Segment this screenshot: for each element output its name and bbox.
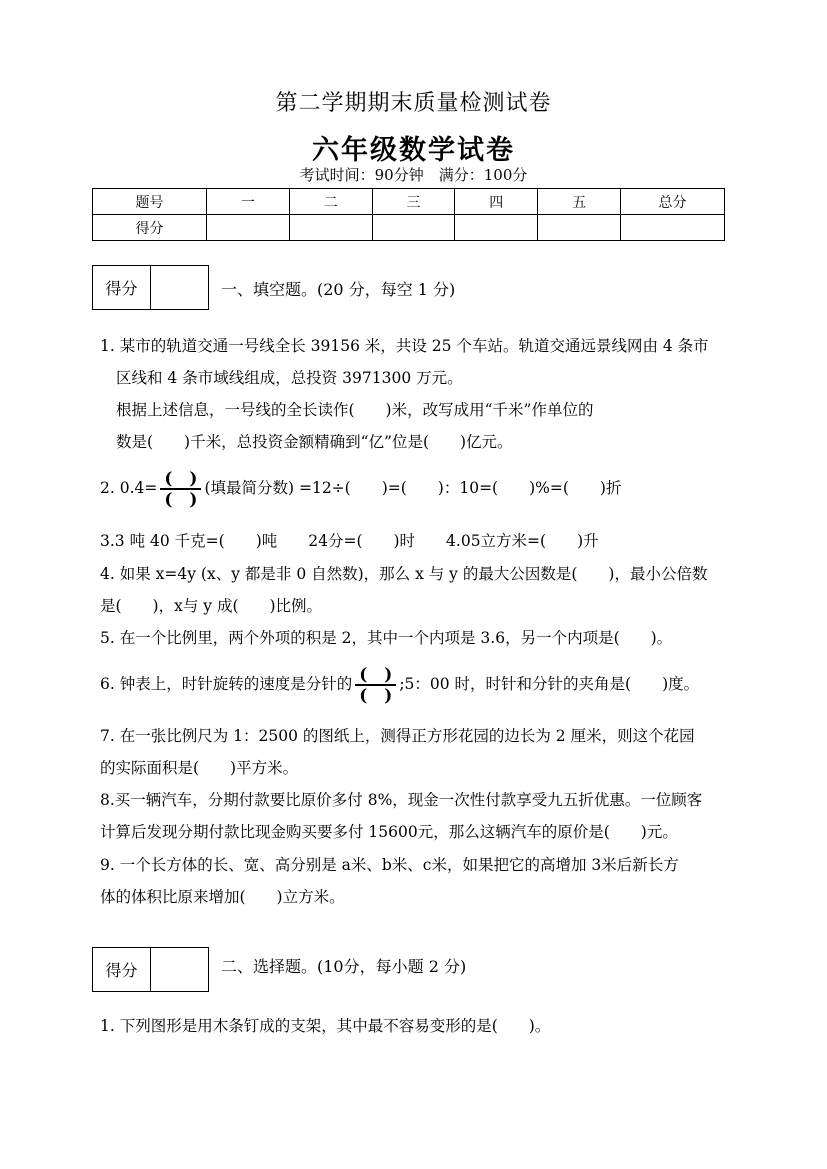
exam-title: 第二学期期末质量检测试卷 <box>275 91 552 116</box>
fraction-numerator: ( ) <box>355 667 396 686</box>
question-9-line-2: 体的体积比原来增加( )立方米。 <box>100 888 345 906</box>
question-4-line-1: 4. 如果 x=4y (x、y 都是非 0 自然数)，那么 x 与 y 的最大公因数是( )，最小公倍数 <box>100 565 708 583</box>
section1-score-box <box>92 265 209 310</box>
question-1-line-1: 1. 某市的轨道交通一号线全长 39156 米，共设 25 个车站。轨道交通远景线网由 4 条市 <box>100 337 709 355</box>
question-1-line-2: 区线和 4 条市域线组成，总投资 3971300 万元。 <box>116 369 463 387</box>
section2-question-1: 1. 下列图形是用木条钉成的支架，其中最不容易变形的是( )。 <box>100 1017 551 1035</box>
section2-score-box <box>92 947 209 992</box>
score-table-cell: 得分 <box>93 215 207 241</box>
score-table-blank-cell <box>372 215 455 241</box>
section2-heading: 二、选择题。(10分，每小题 2 分) <box>221 957 467 976</box>
question-7-line-2: 的实际面积是( )平方米。 <box>100 759 299 777</box>
section2-score-blank <box>151 948 208 991</box>
question-2-fraction <box>160 468 201 510</box>
score-table-cell: 一 <box>207 189 290 215</box>
question-2 <box>100 470 621 508</box>
question-9-line-1: 9. 一个长方体的长、宽、高分别是 a米、b米、c米，如果把它的高增加 3米后新长方 <box>100 856 679 874</box>
question-2-suffix: (填最简分数) =12÷( )=( )：10=( )%=( )折 <box>204 479 622 497</box>
exam-subtitle: 六年级数学试卷 <box>312 135 515 166</box>
score-table-blank-cell <box>455 215 538 241</box>
section1-score-label: 得分 <box>93 266 151 309</box>
question-6-prefix: 6. 钟表上，时针旋转的速度是分针的 <box>100 675 353 693</box>
score-table-blank-cell <box>289 215 372 241</box>
question-6-suffix: ;5：00 时，时针和分针的夹角是( )度。 <box>399 675 700 693</box>
score-table <box>92 188 725 241</box>
question-1-line-3: 根据上述信息，一号线的全长读作( )米，改写成用“千米”作单位的 <box>116 401 594 419</box>
score-table-blank-cell <box>621 215 725 241</box>
question-7-line-1: 7. 在一张比例尺为 1：2500 的图纸上，测得正方形花园的边长为 2 厘米，则这个花园 <box>100 727 695 745</box>
score-table-cell: 二 <box>289 189 372 215</box>
question-1-line-4: 数是( )千米，总投资金额精确到“亿”位是( )亿元。 <box>116 433 513 451</box>
question-8-line-2: 计算后发现分期付款比现金购买要多付 15600元，那么这辆汽车的原价是( )元。 <box>100 823 678 841</box>
score-table-cell: 题号 <box>93 189 207 215</box>
exam-info: 考试时间：90分钟 满分：100分 <box>299 166 528 184</box>
score-table-cell: 五 <box>538 189 621 215</box>
question-4-line-2: 是( )，x与 y 成( )比例。 <box>100 597 323 615</box>
fraction-denominator: ( ) <box>164 489 198 510</box>
score-table-cell: 三 <box>372 189 455 215</box>
question-6-fraction <box>355 664 396 706</box>
fraction-numerator: ( ) <box>160 471 201 490</box>
fraction-denominator: ( ) <box>359 685 393 706</box>
score-table-cell: 四 <box>455 189 538 215</box>
question-8-line-1: 8.买一辆汽车，分期付款要比原价多付 8%，现金一次性付款享受九五折优惠。一位顾客 <box>100 791 703 809</box>
score-table-cell: 总分 <box>621 189 725 215</box>
question-2-prefix: 2. 0.4= <box>100 479 158 497</box>
score-table-score-row <box>93 215 725 241</box>
question-3: 3.3 吨 40 千克=( )吨 24分=( )时 4.05立方米=( )升 <box>100 532 599 550</box>
section1-score-blank <box>151 266 208 309</box>
score-table-blank-cell <box>538 215 621 241</box>
question-6 <box>100 666 699 704</box>
question-5: 5. 在一个比例里，两个外项的积是 2，其中一个内项是 3.6，另一个内项是( )。 <box>100 629 673 647</box>
section2-score-label: 得分 <box>93 948 151 991</box>
score-table-blank-cell <box>207 215 290 241</box>
section1-heading: 一、填空题。(20 分，每空 1 分) <box>221 280 456 299</box>
score-table-header-row <box>93 189 725 215</box>
